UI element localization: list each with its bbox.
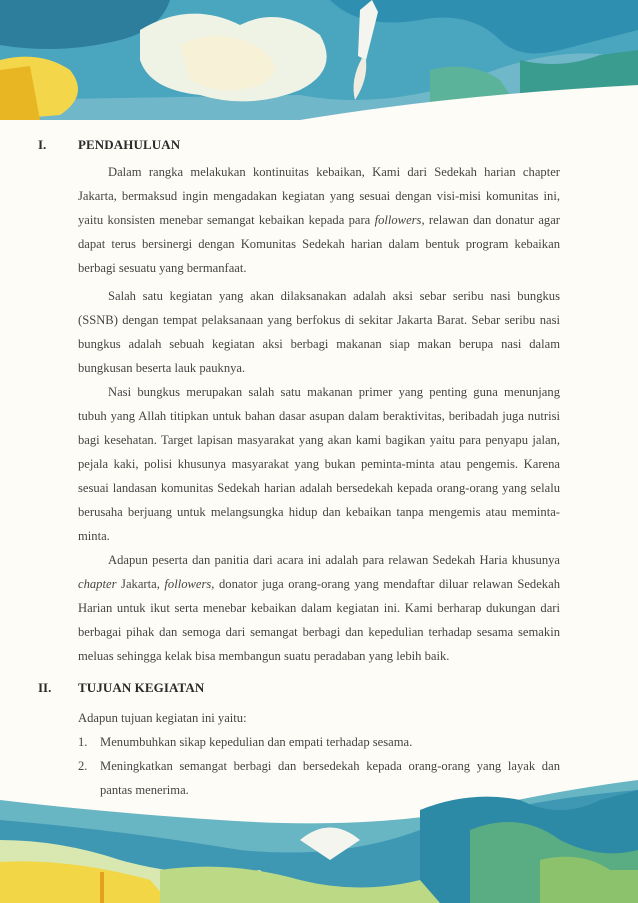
list-item [78,730,560,754]
list-number: 2. [78,759,88,773]
section-number: II. [38,680,52,695]
section-title: TUJUAN KEGIATAN [78,680,205,695]
paragraph-text: Dalam rangka melakukan kontinuitas kebaikan, Kami dari Sedekah harian chapter Jakarta, bermaksud ingin mengadakan kegiatan yang sesuai dengan visi-misi komunitas ini, yaitu konsisten menebar semangat kebaikan kepada para [78,165,560,227]
emphasis-text: followers, [164,577,215,591]
paragraph: Salah satu kegiatan yang akan dilaksanakan adalah aksi sebar seribu nasi bungkus (SSNB) dengan tempat pelaksanaan yang berfokus di sekitar Jakarta Barat. Sebar seribu nasi bungkus adalah sebuah kegiatan aksi berbagi makanan siap makan berupa nasi dalam bungkusan beserta lauk pauknya. [78,289,560,375]
list-intro: Adapun tujuan kegiatan ini yaitu: [78,711,247,725]
list-item-text: Menumbuhkan sikap kepedulian dan empati terhadap sesama. [100,735,413,749]
paragraph: Nasi bungkus merupakan salah satu makanan primer yang penting guna menunjang tubuh yang Allah titipkan untuk bahan dasar asupan dalam beraktivitas, beribadah juga nutrisi bagi kesehatan. Target lapisan masyarakat yang akan kami bagikan yaitu para penyapu jalan, pejala kaki, polisi khusunya masyarakat yang bukan peminta-minta atau pengemis. Karena sesuai landasan komunitas Sedekah harian adalah bersedekah kepada orang-orang yang selalu berusaha berjuang untuk melangsungka hidup dan kebaikan tanpa mengemis atau meminta-minta. [78,385,560,543]
paragraph-text: Adapun peserta dan panitia dari acara ini adalah para relawan Sedekah Haria khusunya [108,553,560,567]
emphasis-text: followers [374,213,422,227]
paragraph-text: donator juga orang-orang yang mendaftar diluar relawan Sedekah Harian untuk ikut serta menebar kebaikan dalam kegiatan ini. Kami berharap dukungan dari berbagai pihak dan semoga dari semangat berbagi dan kepedulian terhadap sesama semakin meluas sehingga kelak bisa membangun suatu peradaban yang lebih baik. [78,577,560,663]
list-number: 1. [78,735,88,749]
paragraph [78,160,560,280]
paragraph-text: Jakarta, [116,577,165,591]
emphasis-text: chapter [78,577,117,591]
section-number: I. [38,137,47,152]
list-item-text: Meningkatkan semangat berbagi dan bersedekah kepada orang-orang yang layak dan pantas menerima. [100,759,560,797]
section-title: PENDAHULUAN [78,137,181,152]
paragraph-text: , relawan dan donatur agar dapat terus bersinergi dengan Komunitas Sedekah harian dalam bentuk program kebaikan berbagi sesuatu yang bermanfaat. [78,213,561,275]
paragraph [78,548,560,668]
list-item [78,754,560,802]
